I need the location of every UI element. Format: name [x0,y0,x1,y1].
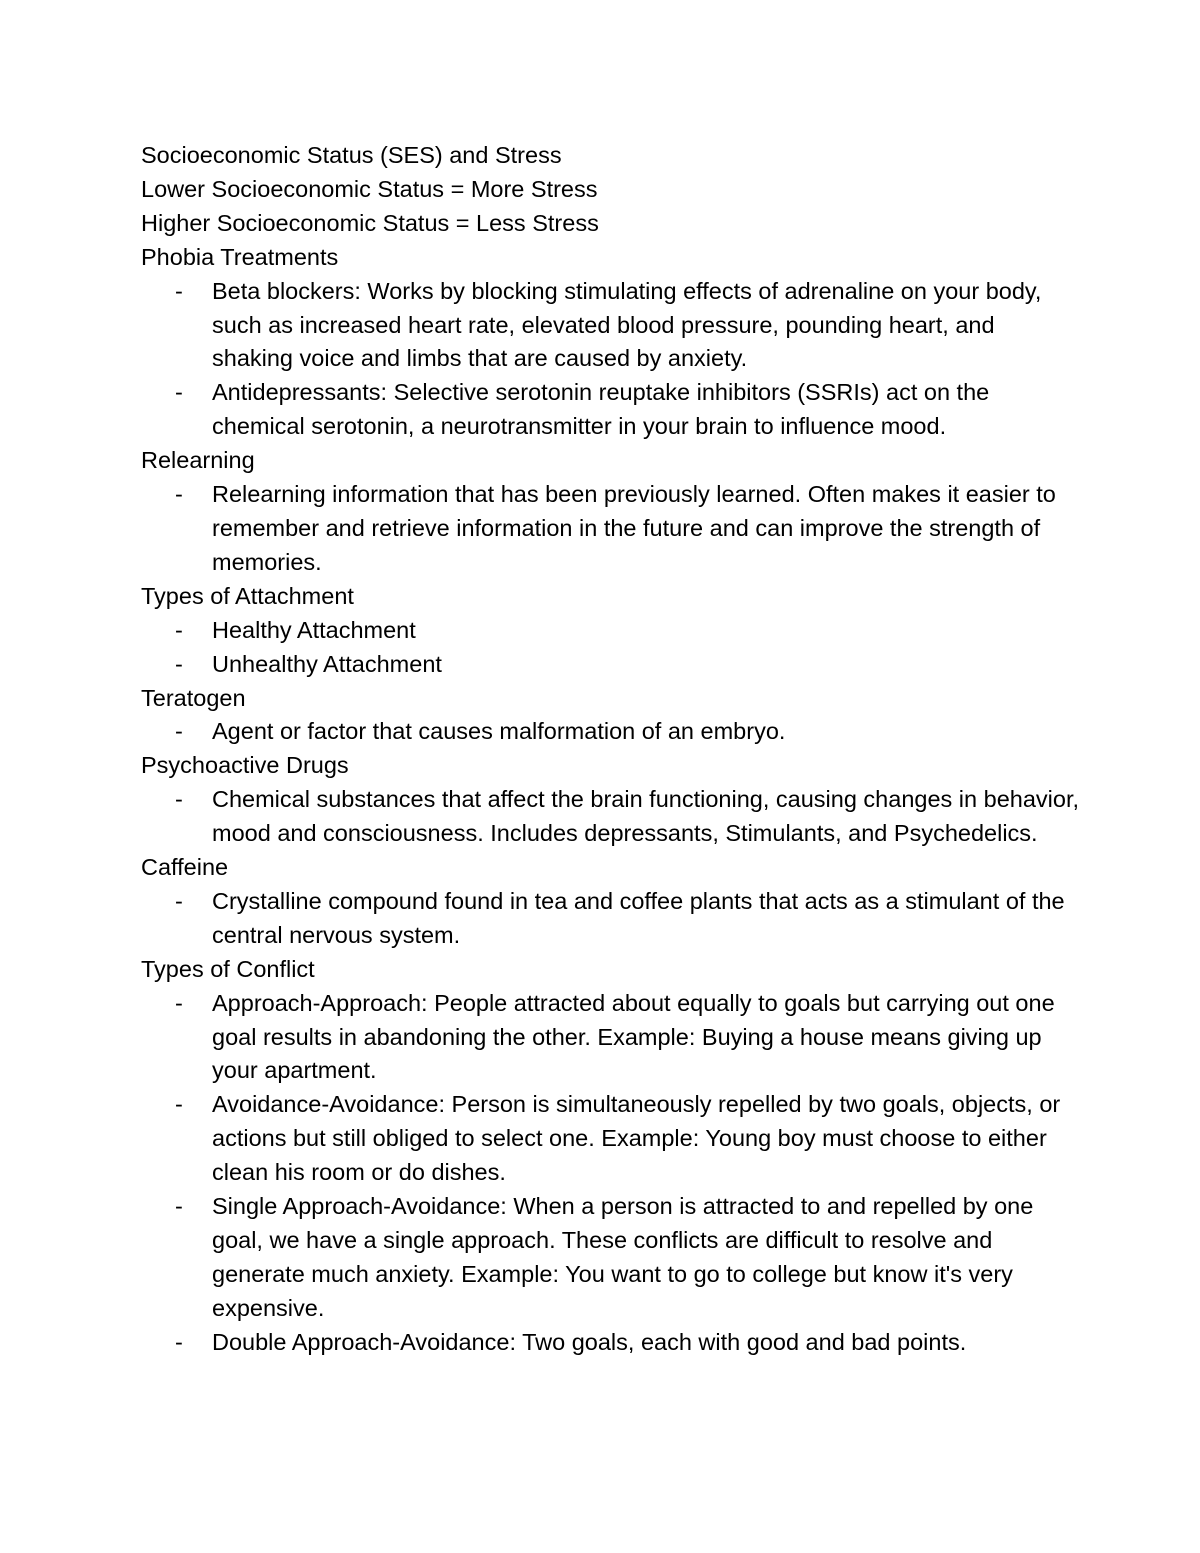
list-item-text: Chemical substances that affect the brain functioning, causing changes in behavior, mood and consciousness. Includes depressants, Stimulants, and Psychedelics. [212,786,1079,847]
bullet-list [141,715,1081,749]
bullet-dash: - [175,718,183,745]
list-item [141,275,1081,377]
section-relearning [141,444,1081,580]
section-heading: Psychoactive Drugs [141,752,349,779]
bullet-dash: - [175,379,183,406]
list-item-text: Antidepressants: Selective serotonin reuptake inhibitors (SSRIs) act on the chemical serotonin, a neurotransmitter in your brain to influence mood. [212,379,990,440]
bullet-list [141,275,1081,445]
bullet-dash: - [175,481,183,508]
section-psychoactive-drugs [141,749,1081,851]
list-item [141,1088,1081,1190]
bullet-list [141,885,1081,953]
list-item-text: Unhealthy Attachment [212,650,442,677]
bullet-dash: - [175,1091,183,1118]
list-item [141,783,1081,851]
list-item [141,1326,1081,1360]
list-item [141,715,1081,749]
section-heading: Types of Conflict [141,955,315,982]
list-item [141,1190,1081,1326]
list-item [141,478,1081,580]
section-caffeine [141,851,1081,953]
bullet-dash: - [175,786,183,813]
bullet-dash: - [175,887,183,914]
text-line: Higher Socioeconomic Status = Less Stress [141,209,599,236]
bullet-list [141,478,1081,580]
list-item-text: Crystalline compound found in tea and coffee plants that acts as a stimulant of the central nervous system. [212,887,1065,948]
document-body [141,139,1081,1360]
list-item-text: Beta blockers: Works by blocking stimulating effects of adrenaline on your body, such as increased heart rate, elevated blood pressure, pounding heart, and shaking voice and limbs that are caused by anxiety. [212,277,1042,372]
title-line: Socioeconomic Status (SES) and Stress [141,142,562,168]
section-types-of-attachment [141,580,1081,682]
list-item [141,614,1081,648]
list-item-text: Relearning information that has been previously learned. Often makes it easier to remember and retrieve information in the future and can improve the strength of memories. [212,481,1056,575]
list-item-text: Single Approach-Avoidance: When a person is attracted to and repelled by one goal, we have a single approach. These conflicts are difficult to resolve and generate much anxiety. Example: You want to go to college but know it's very expensive. [212,1193,1034,1321]
list-item-text: Avoidance-Avoidance: Person is simultaneously repelled by two goals, objects, or actions but still obliged to select one. Example: Young boy must choose to either clean his room or do dishes. [212,1091,1061,1186]
list-item-text: Agent or factor that causes malformation of an embryo. [212,718,786,745]
list-item [141,648,1081,682]
section-heading: Caffeine [141,854,229,881]
list-item-text: Healthy Attachment [212,616,416,643]
section-heading: Types of Attachment [141,582,354,609]
bullet-list [141,783,1081,851]
list-item-text: Approach-Approach: People attracted about equally to goals but carrying out one goal results in abandoning the other. Example: Buying a house means giving up your apartment. [212,989,1055,1084]
bullet-dash: - [175,616,183,643]
section-phobia-treatments [141,241,1081,444]
list-item [141,987,1081,1089]
list-item [141,376,1081,444]
text-line: Lower Socioeconomic Status = More Stress [141,175,598,202]
bullet-dash: - [175,1193,183,1220]
bullet-dash: - [175,1328,183,1355]
section-heading: Teratogen [141,684,246,711]
bullet-dash: - [175,989,183,1016]
section-heading: Phobia Treatments [141,243,339,270]
section-heading: Relearning [141,447,255,474]
bullet-dash: - [175,650,183,677]
section-types-of-conflict [141,953,1081,1360]
section-teratogen [141,682,1081,750]
bullet-dash: - [175,277,183,304]
bullet-list [141,614,1081,682]
bullet-list [141,987,1081,1360]
list-item-text: Double Approach-Avoidance: Two goals, each with good and bad points. [212,1328,967,1355]
list-item [141,885,1081,953]
